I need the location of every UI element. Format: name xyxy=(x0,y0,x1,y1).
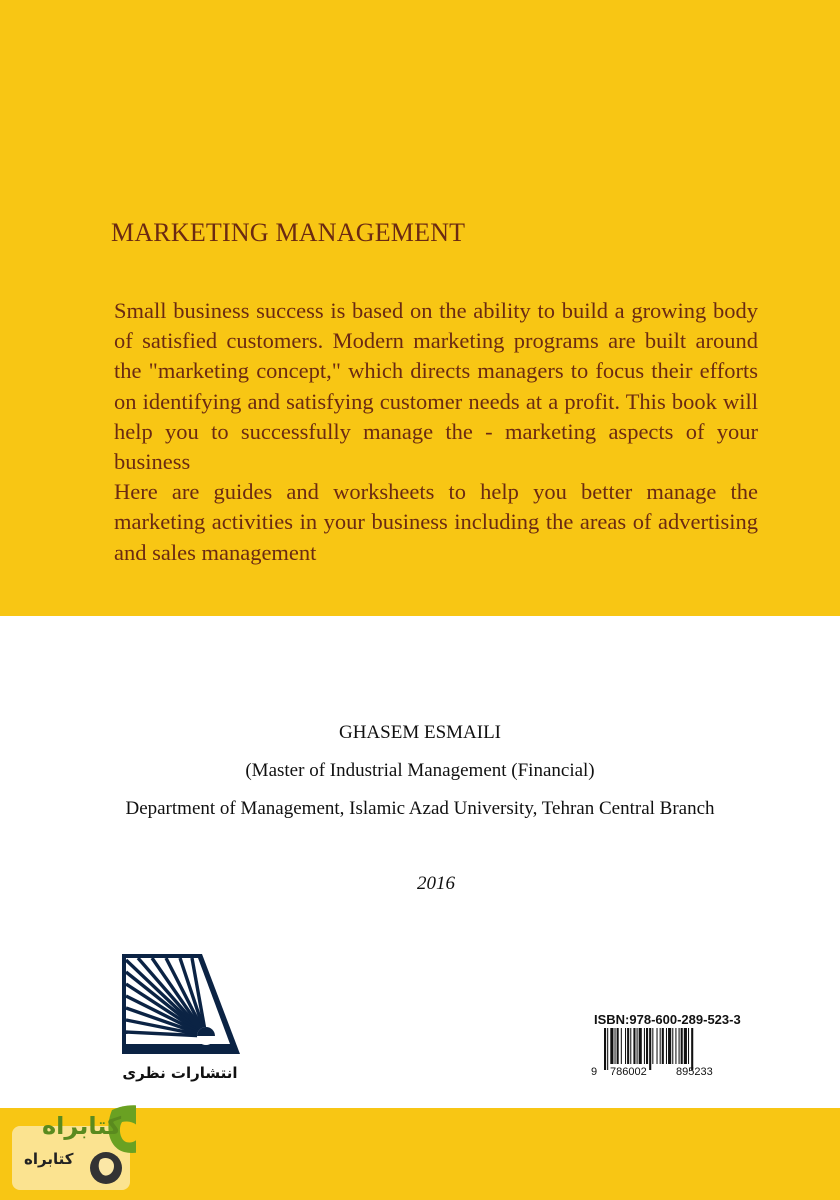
barcode-bar xyxy=(688,1028,689,1064)
barcode-bar xyxy=(633,1028,635,1064)
blurb-paragraph-2: Here are guides and worksheets to help you better manage the marketing activities in your business including the areas of advertising and sales management xyxy=(114,479,758,565)
watermark-text-small: کتابراه xyxy=(24,1150,74,1168)
barcode-bar xyxy=(657,1028,658,1064)
barcode-bar xyxy=(610,1028,613,1064)
barcode-bar xyxy=(646,1028,648,1064)
ketabrah-watermark xyxy=(12,1096,136,1192)
barcode-prefix: 9 xyxy=(591,1066,598,1078)
barcode-bar xyxy=(662,1028,664,1064)
barcode-bar xyxy=(604,1028,606,1070)
barcode-bar xyxy=(675,1028,676,1064)
barcode-bar xyxy=(684,1028,687,1064)
barcode-bar xyxy=(668,1028,671,1064)
barcode-bar xyxy=(666,1028,667,1064)
isbn-barcode xyxy=(590,1028,740,1078)
barcode-bar xyxy=(637,1028,638,1064)
barcode-bar xyxy=(625,1028,626,1064)
barcode-bar xyxy=(630,1028,631,1064)
watermark-text: کتابراه xyxy=(42,1112,122,1140)
barcode-bar xyxy=(607,1028,608,1070)
barcode-bar xyxy=(627,1028,629,1064)
barcode-bar xyxy=(691,1028,693,1070)
barcode-bar xyxy=(660,1028,661,1064)
book-title: MARKETING MANAGEMENT xyxy=(111,218,466,247)
blurb-paragraph-1: Small business success is based on the ability to build a growing body of satisfied customers. Modern marketing programs are built around the "marketing concept," which directs managers to focus their efforts on identifying and satisfying customer needs at a profit. This book will help you to successfully manage the - marketing aspects of your business xyxy=(114,298,758,475)
barcode-bar xyxy=(679,1028,680,1064)
barcode-bar xyxy=(649,1028,651,1070)
barcode-bar xyxy=(617,1028,619,1064)
book-rays-logo-icon xyxy=(118,950,242,1060)
publisher-name: انتشارات نظری xyxy=(122,1064,238,1082)
barcode-bar xyxy=(639,1028,642,1064)
back-cover-blurb xyxy=(114,296,758,568)
barcode-bar xyxy=(652,1028,653,1064)
author-degree: (Master of Industrial Management (Financial) xyxy=(245,760,595,781)
barcode-left-digits: 786002 xyxy=(610,1066,647,1078)
barcode-right-digits: 895233 xyxy=(676,1066,713,1078)
barcode-bar xyxy=(615,1028,616,1064)
barcode-bar xyxy=(672,1028,673,1064)
barcode-bar xyxy=(644,1028,645,1064)
author-name: GHASEM ESMAILI xyxy=(338,722,502,743)
isbn-label: ISBN:978-600-289-523-3 xyxy=(594,1012,741,1027)
barcode-bar xyxy=(621,1028,622,1064)
publication-year: 2016 xyxy=(417,873,455,894)
barcode-bar xyxy=(681,1028,683,1064)
author-affiliation: Department of Management, Islamic Azad University, Tehran Central Branch xyxy=(125,798,715,819)
ketabrah-small-badge-icon xyxy=(90,1152,122,1184)
